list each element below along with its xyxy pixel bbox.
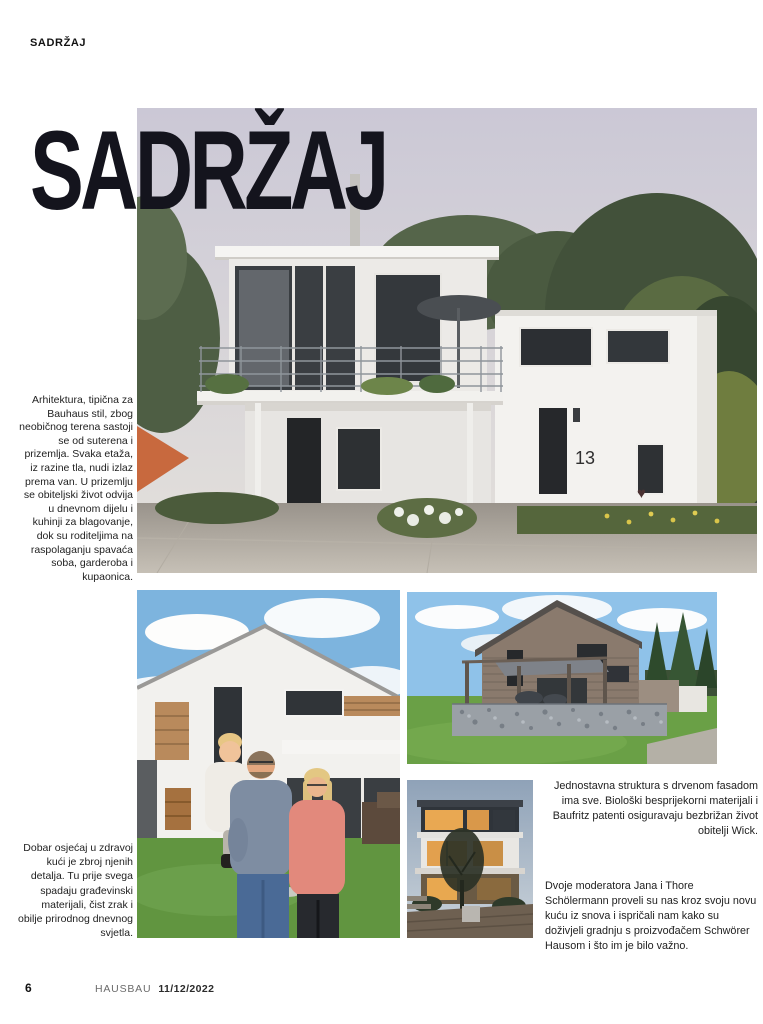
kicker-label: SADRŽAJ <box>30 37 87 49</box>
footer <box>95 983 214 995</box>
house-right-volume <box>495 310 717 522</box>
gabion-wall <box>452 704 667 736</box>
magazine-name: HAUSBAU <box>95 983 152 995</box>
heart-decor-icon: ♥ <box>637 485 646 502</box>
page-title: SADRŽAJ <box>30 108 386 233</box>
house-number: 13 <box>575 448 596 468</box>
caption-moderators: Dvoje moderatora Jana i Thore Schölermann proveli su nas kroz svoju novu kuću iz snova i ispričali nam kako su doživjeli gradnju s proizvođačem Schwörer Hausom i što im je bilo važno. <box>545 880 757 952</box>
caption-healthy-home: Dobar osjećaj u zdravoj kući je zbroj njenih detalja. Tu prije svega spadaju građevinski materijali, čist zrak i obilje prirodnog dnevnog svjetla. <box>18 842 134 940</box>
dusk-house-photo <box>407 780 533 938</box>
page-number: 6 <box>25 981 32 995</box>
wood-facade-house-photo <box>407 592 717 764</box>
family-photo <box>137 590 400 938</box>
caption-wood-facade: Jednostavna struktura s drvenom fasadom ima sve. Biološki besprijekorni materijali i Baufritz patenti osiguravaju bezbrižan život obitelji Wick. <box>552 780 758 837</box>
issue-date: 11/12/2022 <box>158 983 215 995</box>
caption-bauhaus-house: Arhitektura, tipična za Bauhaus stil, zbog neobičnog terena sastoji se od suterena i prizemlja. Svaka etaža, iz razine tla, nudi izlaz prema van. U prizemlju se obiteljski život odvija u dnevnom dijelu i kuhinji za blagovanje, dok su roditeljima na raspolaganju spavaća soba, garderoba i kupaonica. <box>19 394 133 583</box>
